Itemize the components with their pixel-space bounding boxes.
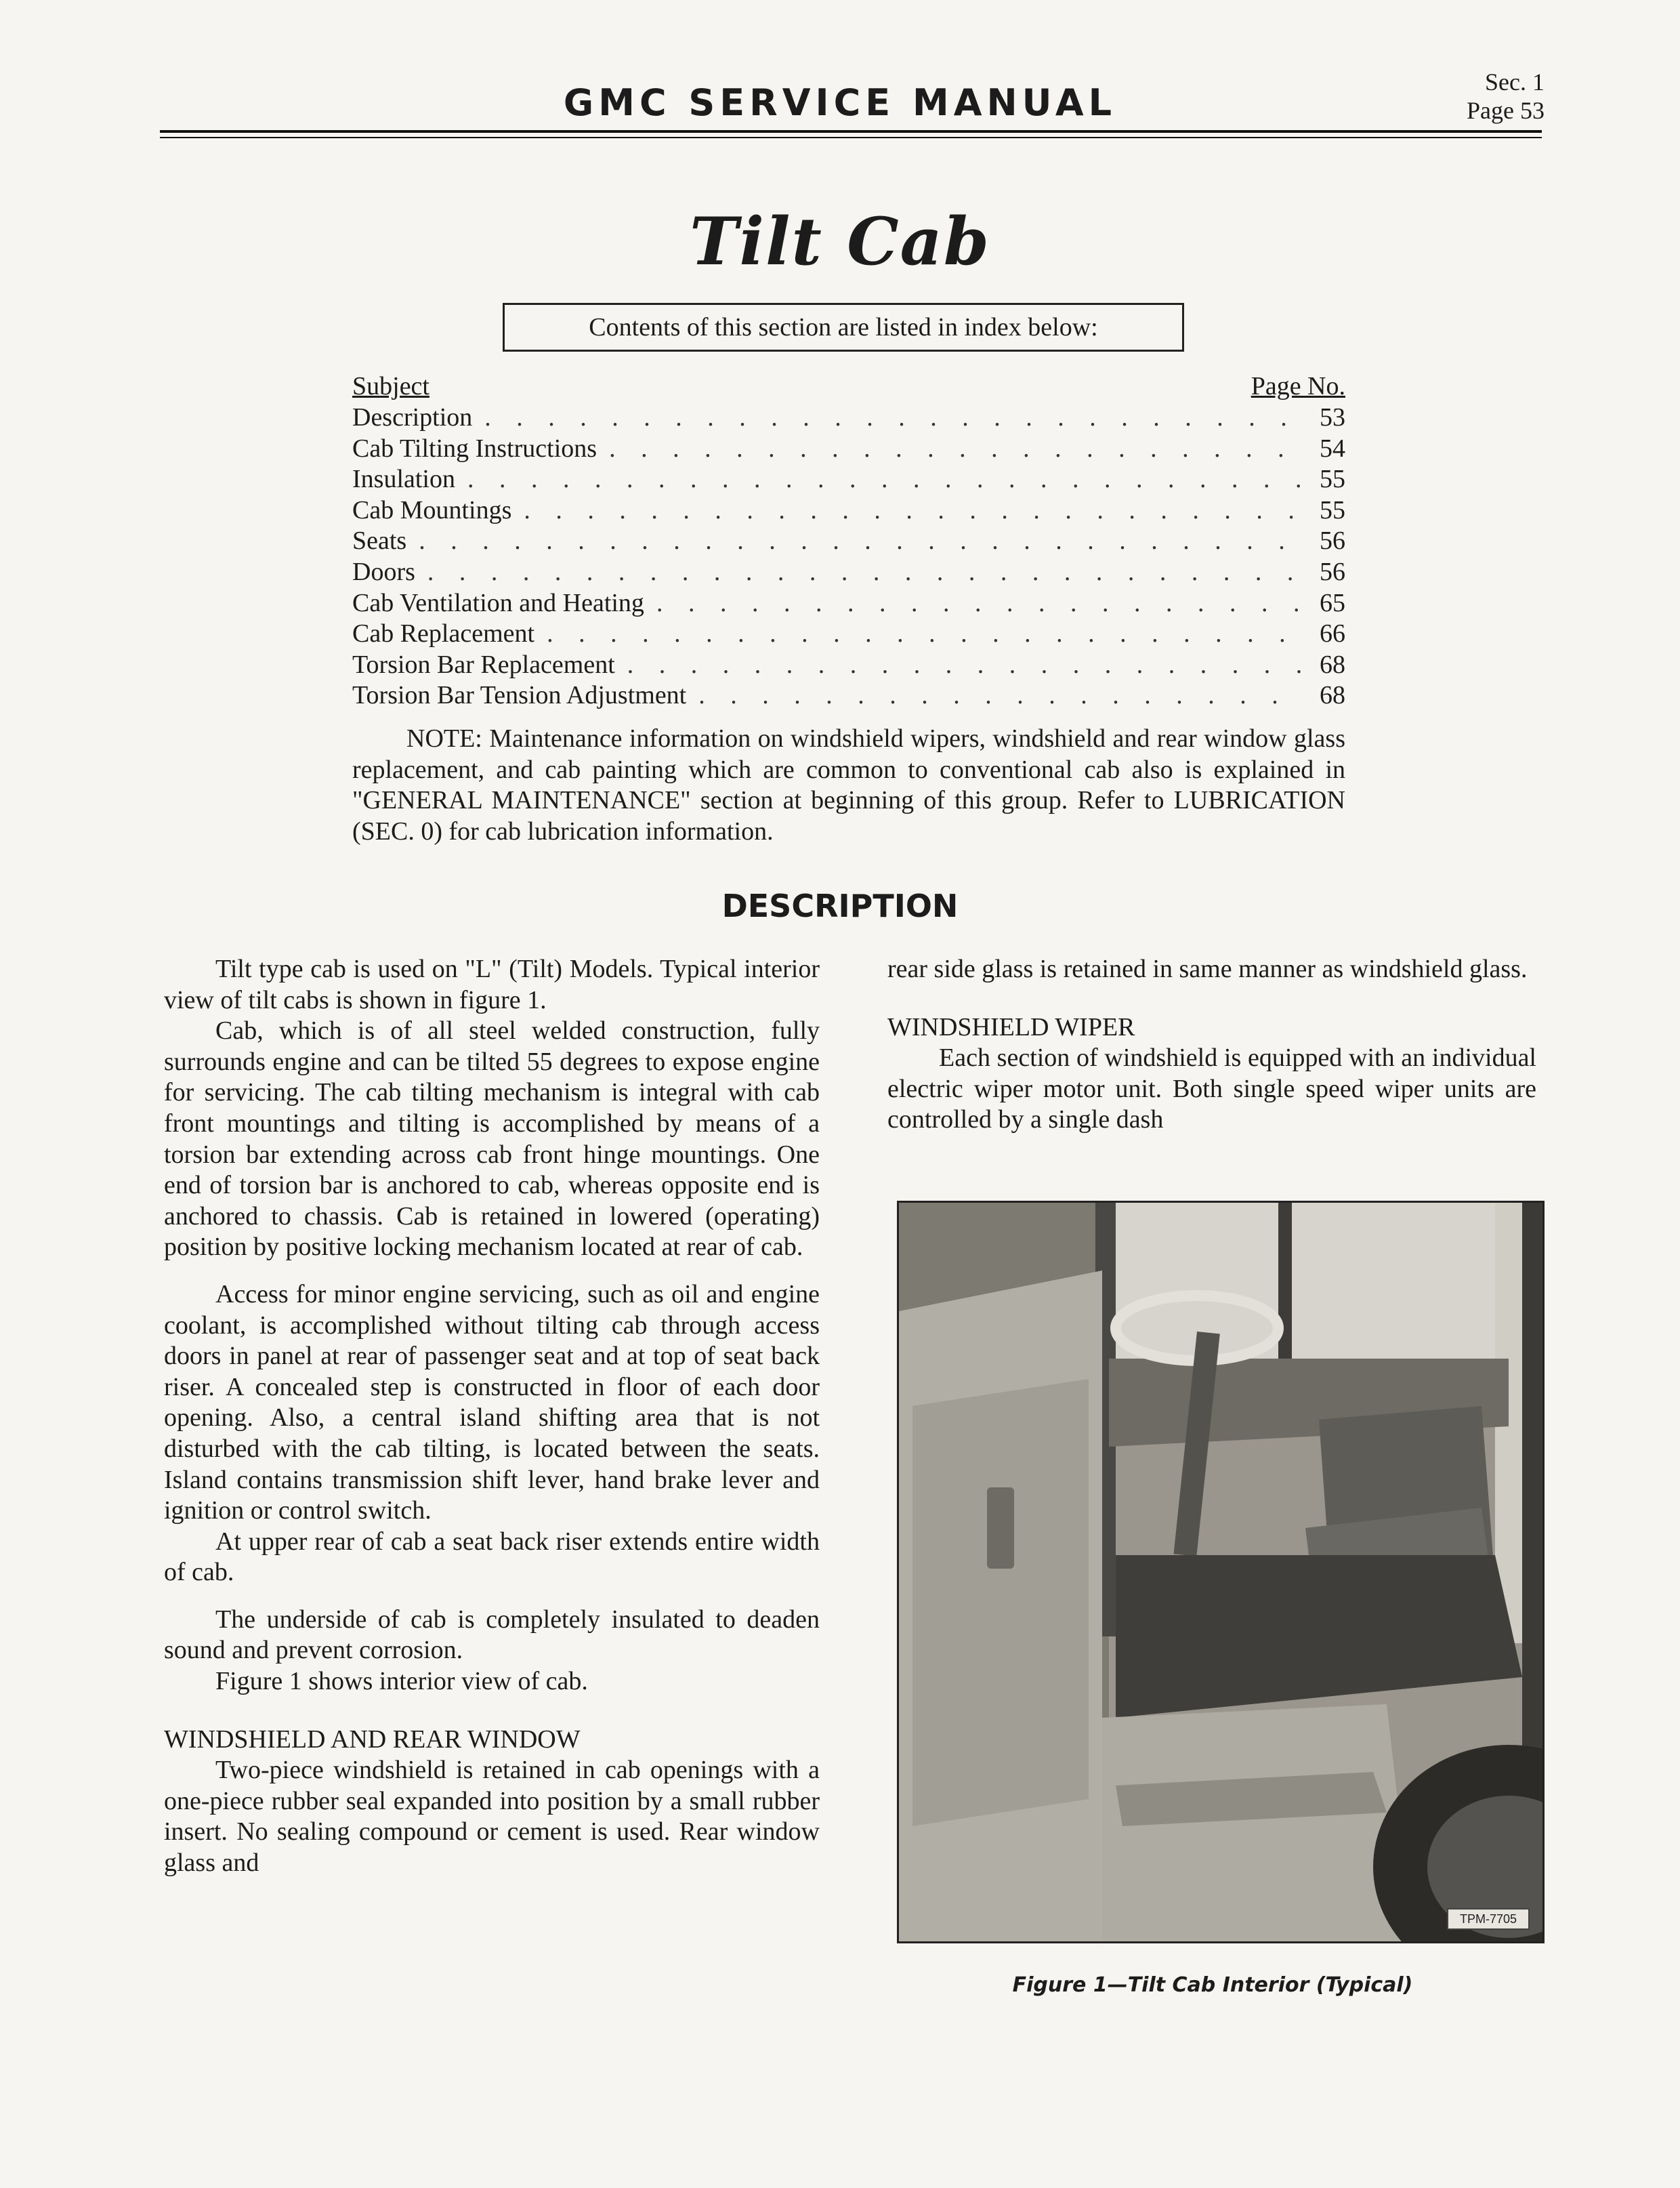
paragraph: Cab, which is of all steel welded construction, fully surrounds engine and can be tilted 55 degrees to expose engine for servicing. The cab tilting mechanism is integral with cab front mountings and tilting is accomplished by means of a torsion bar extending across cab front hinge mountings. One end of torsion bar is anchored to cab, whereas opposite end is anchored to chassis. Cab is retained in lowered (operating) position by positive locking mechanism located at rear of cab. [164, 1016, 820, 1262]
index-subject: Torsion Bar Replacement [352, 650, 615, 679]
paragraph: Tilt type cab is used on "L" (Tilt) Models. Typical interior view of tilt cabs is shown in figure 1. [164, 955, 820, 1014]
index-subject: Cab Mountings [352, 495, 512, 524]
index-row [352, 650, 1345, 681]
subject-column-header: Subject [352, 372, 429, 400]
cab-interior-illustration [899, 1203, 1542, 1941]
index-subject: Doors [352, 557, 415, 586]
paragraph: rear side glass is retained in same manner as windshield glass. [887, 955, 1528, 983]
index-row [352, 680, 1345, 711]
figure-caption: Figure 1—Tilt Cab Interior (Typical) [1012, 1973, 1413, 1997]
paragraph: The underside of cab is completely insulated to deaden sound and prevent corrosion. [164, 1605, 820, 1665]
index-row [352, 588, 1345, 619]
leader-dots [484, 402, 1301, 434]
right-column [887, 954, 1536, 1136]
paragraph: Two-piece windshield is retained in cab openings with a one-piece rubber seal expanded into position by a small rubber insert. No sealing compound or cement is used. Rear window glass and [164, 1756, 820, 1878]
index-page-number: 55 [1320, 495, 1345, 524]
index-page-number: 55 [1320, 465, 1345, 494]
page-number: Page 53 [1467, 97, 1545, 124]
subject-index [352, 371, 1345, 711]
leader-dots [698, 680, 1301, 711]
index-page-number: 53 [1320, 403, 1345, 432]
paragraph: Each section of windshield is equipped with an individual electric wiper motor unit. Both single speed wiper units are controlled by a single dash [887, 1044, 1536, 1134]
index-subject: Cab Ventilation and Heating [352, 588, 644, 617]
index-page-number: 56 [1320, 557, 1345, 586]
index-subject: Torsion Bar Tension Adjustment [352, 681, 687, 710]
index-page-number: 68 [1320, 681, 1345, 710]
cab-interior-photo [897, 1201, 1545, 1943]
index-subject: Cab Tilting Instructions [352, 434, 597, 463]
index-page-number: 68 [1320, 650, 1345, 679]
left-column [164, 954, 820, 1879]
description-heading: DESCRIPTION [721, 888, 959, 924]
manual-title: GMC SERVICE MANUAL [563, 81, 1117, 124]
leader-dots [419, 526, 1301, 557]
index-subject: Description [352, 403, 473, 432]
index-page-number: 66 [1320, 619, 1345, 648]
index-row [352, 619, 1345, 650]
index-subject: Insulation [352, 465, 455, 494]
paragraph: Figure 1 shows interior view of cab. [215, 1667, 588, 1696]
contents-note-box: Contents of this section are listed in index below: [503, 303, 1184, 352]
photo-tag: TPM-7705 [1459, 1912, 1517, 1926]
index-row [352, 526, 1345, 557]
leader-dots [467, 464, 1301, 495]
paragraph: Access for minor engine servicing, such as oil and engine coolant, is accomplished without tilting cab through access doors in panel at rear of passenger seat and at top of seat back riser. A concealed step is constructed in floor of each door opening. Also, a central island shifting area that is not disturbed with the cab tilting, is located between the seats. Island contains transmission shift lever, hand brake lever and ignition or control switch. [164, 1279, 820, 1525]
index-row [352, 464, 1345, 495]
index-page-number: 65 [1320, 588, 1345, 617]
subheading-windshield-wiper: WINDSHIELD WIPER [887, 1012, 1135, 1041]
index-header [352, 371, 1345, 402]
maintenance-note: NOTE: Maintenance information on windshield wipers, windshield and rear window glass replacement, and cab painting which are common to conventional cab also is explained in "GENERAL MAINTENANCE" section at beginning of this group. Refer to LUBRICATION (SEC. 0) for cab lubrication information. [352, 724, 1345, 846]
leader-dots [547, 619, 1301, 650]
section-title: Tilt Cab [690, 203, 990, 280]
subheading-windshield-rear-window: WINDSHIELD AND REAR WINDOW [164, 1725, 581, 1754]
index-page-number: 54 [1320, 434, 1345, 463]
header-rule [160, 130, 1542, 138]
index-row [352, 495, 1345, 527]
index-row [352, 402, 1345, 434]
index-rows [352, 402, 1345, 711]
leader-dots [427, 557, 1301, 588]
index-page-number: 56 [1320, 527, 1345, 556]
index-row [352, 434, 1345, 465]
leader-dots [627, 650, 1301, 681]
leader-dots [656, 588, 1301, 619]
section-number: Sec. 1 [1485, 68, 1545, 96]
page-column-header: Page No. [1251, 372, 1345, 400]
index-subject: Cab Replacement [352, 619, 535, 648]
index-row [352, 557, 1345, 588]
index-subject: Seats [352, 527, 407, 556]
leader-dots [524, 495, 1301, 527]
paragraph: At upper rear of cab a seat back riser extends entire width of cab. [164, 1527, 820, 1587]
leader-dots [609, 434, 1301, 465]
